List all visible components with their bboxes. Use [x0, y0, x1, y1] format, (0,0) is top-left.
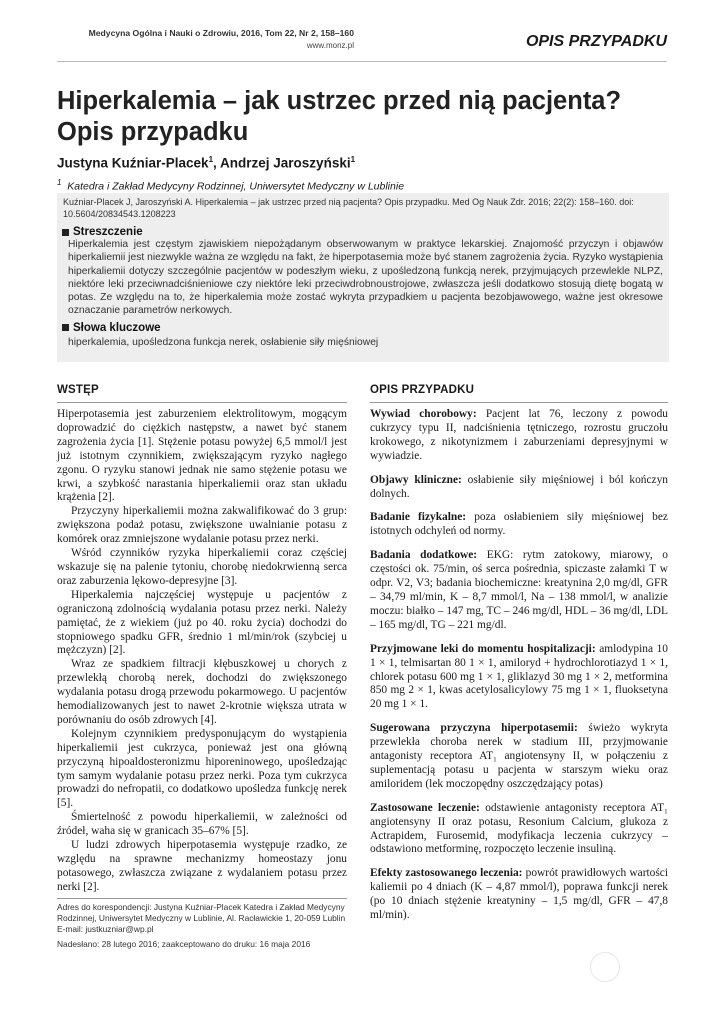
paragraph: Przyczyny hiperkaliemii można zakwalifikować do 3 grup: zwiększona podaż potasu, zwiększone uwalnianie potasu z komórek oraz zmniejszone wydalanie potasu przez nerki.	[57, 505, 347, 546]
paragraph: Hiperkalemia najczęściej występuje u pacjentów z ograniczoną zdolnością wydalania potasu przez nerki. Należy pamiętać, że z wiekiem (już po 40. roku życia) dochodzi do stopniowego spadku GFR, średnio 1 ml/min/rok (szybciej u mężczyzn) [2].	[57, 588, 347, 657]
case-item-text: powrót prawidłowych wartości kaliemii po 4 dniach (K – 4,87 mmol/l), poprawa funkcji nerek (po 10 dniach stężenie kreatyniny – 1,5 mg/dl, GFR – 47,8 ml/min).	[370, 867, 669, 922]
square-bullet-icon	[62, 324, 69, 331]
case-item	[370, 549, 668, 632]
case-item-label: Przyjmowane leki do momentu hospitalizacji:	[370, 642, 596, 655]
case-item-label: Sugerowana przyczyna hiperpotasemii:	[370, 722, 578, 735]
affiliation-text: Katedra i Zakład Medycyny Rodzinnej, Uniwersytet Medyczny w Lublinie	[67, 180, 405, 193]
author-separator: ,	[213, 155, 221, 171]
case-item-label: Zastosowane leczenie:	[370, 801, 480, 814]
correspondence-note	[57, 902, 349, 935]
case-item-label: Objawy kliniczne:	[370, 473, 462, 486]
intro-heading-rule	[57, 402, 347, 403]
paragraph: Hiperpotasemia jest zaburzeniem elektrolitowym, mogącym doprowadzić do ciężkich następstw, a nawet być stanem zagrożenia życia [1]. Stężenie potasu powyżej 6,5 mmol/l jest już istotnym czynnikiem, zwiększającym ryzyko nagłego zgonu. O ryzyku stanowi jednak nie samo stężenie potasu we krwi, a szybkość narastania hiperkaliemii oraz stan układu krążenia [2].	[57, 408, 347, 504]
affiliation	[57, 178, 404, 193]
paragraph: Wraz ze spadkiem filtracji kłębuszkowej u chorych z przewlekłą chorobą nerek, dochodzi do zwiększonego wydalania potasu drogą przewodu pokarmowego. U pacjentów hemodializowanych jest to nawet 2-krotnie większa utrata w porównaniu do osób zdrowych [4].	[57, 658, 347, 726]
section-label: OPIS PRZYPADKU	[525, 33, 667, 50]
author-affil-mark: 1	[350, 155, 356, 164]
author-affil-mark: 1	[208, 155, 214, 164]
case-item	[370, 722, 668, 792]
case-item	[370, 802, 668, 858]
case-heading-rule	[370, 402, 668, 403]
case-item	[370, 474, 668, 502]
case-item-label: Badanie fizykalne:	[370, 511, 467, 524]
case-column	[370, 408, 668, 933]
case-item-text: amlodypina 10 1 × 1, telmisartan 80 1 × 1, amiloryd + hydrochlorotiazyd 1 × 1, chlorek potasu 600 mg 1 × 1, gliklazyd 30 mg 1 × 2, metformina 850 mg 2 × 1, kwas acetylosalicylowy 75 mg 1 × 1, fluoksetyna 20 mg 1 × 1.	[370, 642, 668, 711]
case-item-text: poza osłabieniem siły mięśniowej bez istotnych odchyleń od normy.	[370, 511, 668, 538]
case-item-label: Efekty zastosowanego leczenia:	[370, 867, 523, 880]
header-divider	[57, 61, 667, 62]
case-item-text: EKG: rytm zatokowy, miarowy, o częstości ok. 75/min, oś serca pośrednia, spiczaste załamki T w odpr. V2, V3; badania biochemiczne: kreatynina 2,0 mg/dl, GFR – 34,79 ml/min, K – 8,7 mmol/l, Na – 138 mmol/l, w analizie moczu: białko – 147 mg, TC – 246 mg/dl, HDL – 36 mg/dl, LDL – 165 mg/dl, TG – 221 mg/dl.	[370, 549, 668, 631]
case-item-label: Badania dodatkowe:	[370, 549, 478, 562]
keywords-heading-label: Słowa kluczowe	[73, 321, 161, 334]
square-bullet-icon	[62, 229, 69, 236]
author-list	[57, 155, 355, 171]
journal-url: www.monz.pl	[306, 41, 354, 50]
correspondence-email: E-mail: justkuzniar@wp.pl	[57, 924, 154, 934]
footnote-rule	[57, 898, 347, 899]
abstract-box	[57, 222, 669, 362]
correspondence-address: Adres do korespondencji: Justyna Kuźniar-Placek Katedra i Zakład Medycyny Rodzinnej, Uniwersytet Medyczny w Lublinie, Al. Racławickie 1, 20-059 Lublin	[57, 902, 346, 923]
intro-heading: WSTĘP	[57, 384, 99, 396]
case-item-label: Wywiad chorobowy:	[370, 408, 477, 420]
affiliation-mark: 1	[57, 178, 62, 187]
journal-name: Medycyna Ogólna i Nauki o Zdrowiu, 2016, Tom 22, Nr 2, 158–160	[88, 28, 354, 38]
case-item-text: osłabienie siły mięśniowej i ból kończyn dolnych.	[370, 473, 668, 500]
paragraph: Kolejnym czynnikiem predysponującym do wystąpienia hiperkaliemii jest cukrzyca, ponieważ jest ona główną przyczyną hipoaldosteronizmu hiporeninowego, upośledzając tym samym wydalanie potasu przez nerki. Poza tym cukrzyca prowadzi do nefropatii, co dodatkowo upośledza funkcję nerek [5].	[57, 727, 347, 810]
case-item-text: świeżo wykryta przewlekła choroba nerek w stadium III, przyjmowanie antagonisty receptora AT₁ angiotensyny II, w połączeniu z suplementacją potasu u pacjenta w starszym wieku oraz amiloridem (lek moczopędny oszczędzający potas)	[370, 722, 668, 790]
intro-column	[57, 408, 347, 895]
paragraph: Wśród czynników ryzyka hiperkaliemii coraz częściej wskazuje się na palenie tytoniu, chorobę niedokrwienną serca oraz zaburzenia lękowo-depresyjne [3].	[57, 547, 347, 587]
keywords-heading	[62, 322, 663, 334]
abstract-heading-label: Streszczenie	[73, 226, 143, 238]
case-item	[370, 511, 668, 539]
author-name: Justyna Kuźniar-Placek	[57, 155, 209, 171]
paragraph: Śmiertelność z powodu hiperkaliemii, w zależności od źródeł, waha się w granicach 35–67% [5].	[57, 811, 347, 838]
article-title: Hiperkalemia – jak ustrzec przed nią pacjenta? Opis przypadku	[57, 87, 622, 146]
paragraph: U ludzi zdrowych hiperpotasemia występuje rzadko, ze względu na sprawne mechanizmy homeostazy jonu potasowego, zwłaszcza związane z wydalaniem potasu przez nerki [2].	[57, 839, 347, 893]
case-item	[370, 643, 668, 713]
case-item	[370, 408, 668, 464]
case-item-text: Pacjent lat 76, leczony z powodu cukrzycy typu II, nadciśnienia tętniczego, rozrostu gruczołu krokowego, z nikotynizmem i zaburzeniami depresyjnymi w wywiadzie.	[370, 408, 668, 462]
case-heading: OPIS PRZYPADKU	[370, 384, 475, 396]
received-dates: Nadesłano: 28 lutego 2016; zaakceptowano do druku: 16 maja 2016	[57, 939, 311, 949]
abstract-heading	[62, 226, 663, 238]
citation-box	[57, 193, 669, 223]
publisher-watermark-icon	[590, 952, 620, 982]
author-name: Andrzej Jaroszyński	[220, 155, 351, 171]
case-item	[370, 867, 668, 923]
keywords-text: hiperkalemia, upośledzona funkcja nerek, osłabienie siły mięśniowej	[68, 336, 379, 348]
citation-text: Kuźniar-Placek J, Jaroszyński A. Hiperkalemia – jak ustrzec przed nią pacjenta? Opis przypadku. Med Og Nauk Zdr. 2016; 22(2): 158–160. doi: 10.5604/20834543.1208223	[63, 197, 634, 219]
case-item-text: odstawienie antagonisty receptora AT₁ angiotensyny II oraz potasu, Resonium Calcium, glukoza z Actrapidem, Furosemid, modyfikacja leczenia cukrzycy – odstawiono metforminę, rozpoczęto leczenie insuliną.	[370, 801, 669, 856]
abstract-text: Hiperkalemia jest częstym zjawiskiem niepożądanym obserwowanym w praktyce lekarskiej. Znajomość przyczyn i objawów hiperkaliemii jest niezwykle ważna ze względu na fakt, że hiperpotasemia może być stanem zagrożenia życia. Ryzyko wystąpienia hiperkaliemii dotyczy szczególnie pacjentów w podeszłym wieku, z upośledzoną funkcją nerek, przyjmujących przewlekle NLPZ, niektóre leki przeciwnadciśnieniowe czy niektóre leki przeciwdrobnoustrojowe, zwłaszcza jeśli dodatkowo stosują dietę bogatą w potas. Ze względu na to, że hiperkalemia może zostać wykryta przypadkiem u pacjenta bezobjawowego, ważne jest okresowe oznaczanie parametrów nerkowych.	[68, 239, 663, 317]
